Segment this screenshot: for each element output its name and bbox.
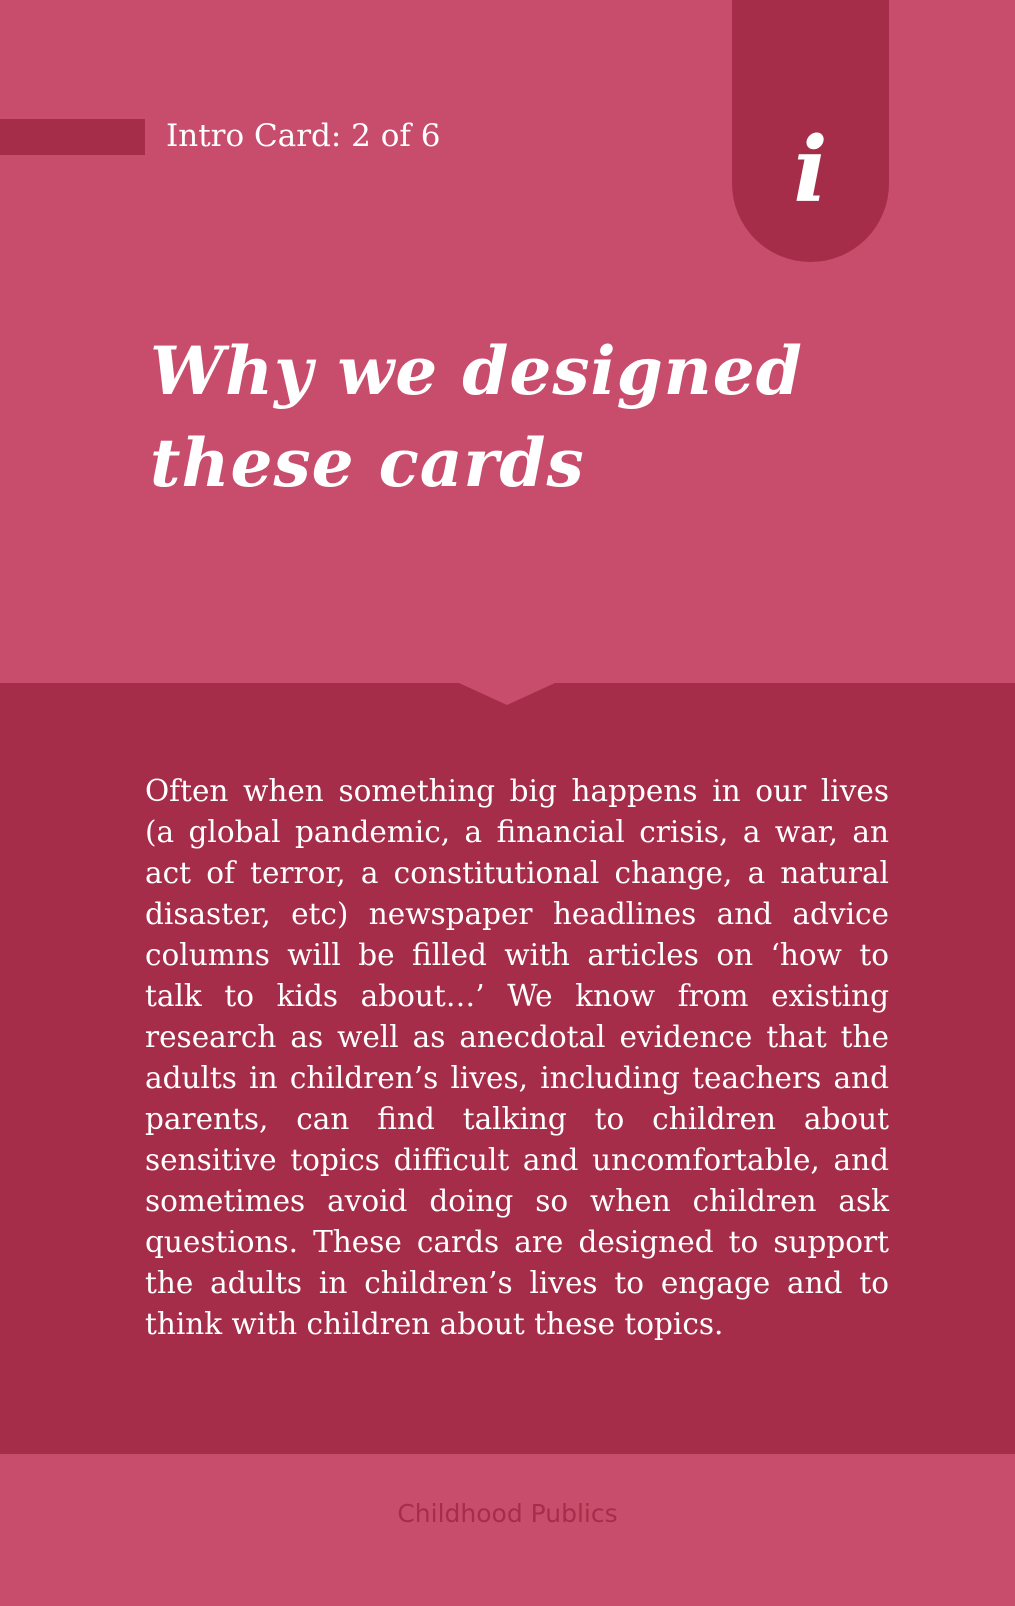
card-label-bar [0,119,145,155]
card-body-text: Often when something big happens in our lives (a global pandemic, a financial crisis, a war, an act of terror, a constitutional change, a natural disaster, etc) newspaper headlines and advice columns will be filled with articles on ‘how to talk to kids about…’ We know from existing research as well as anecdotal evidence that the adults in children’s lives, including teachers and parents, can find talking to children about sensitive topics difficult and uncomfortable, and sometimes avoid doing so when children ask questions. These cards are designed to support the adults in children’s lives to engage and to think with children about these topics. [145,774,889,1341]
footer-credit: Childhood Publics [397,1499,618,1528]
body-panel [0,683,1015,1454]
info-icon: i [793,117,828,223]
card-title: Why we designed these cards [150,332,803,502]
card-label: Intro Card: 2 of 6 [166,118,441,154]
info-tab [732,0,889,262]
panel-notch [459,683,555,705]
